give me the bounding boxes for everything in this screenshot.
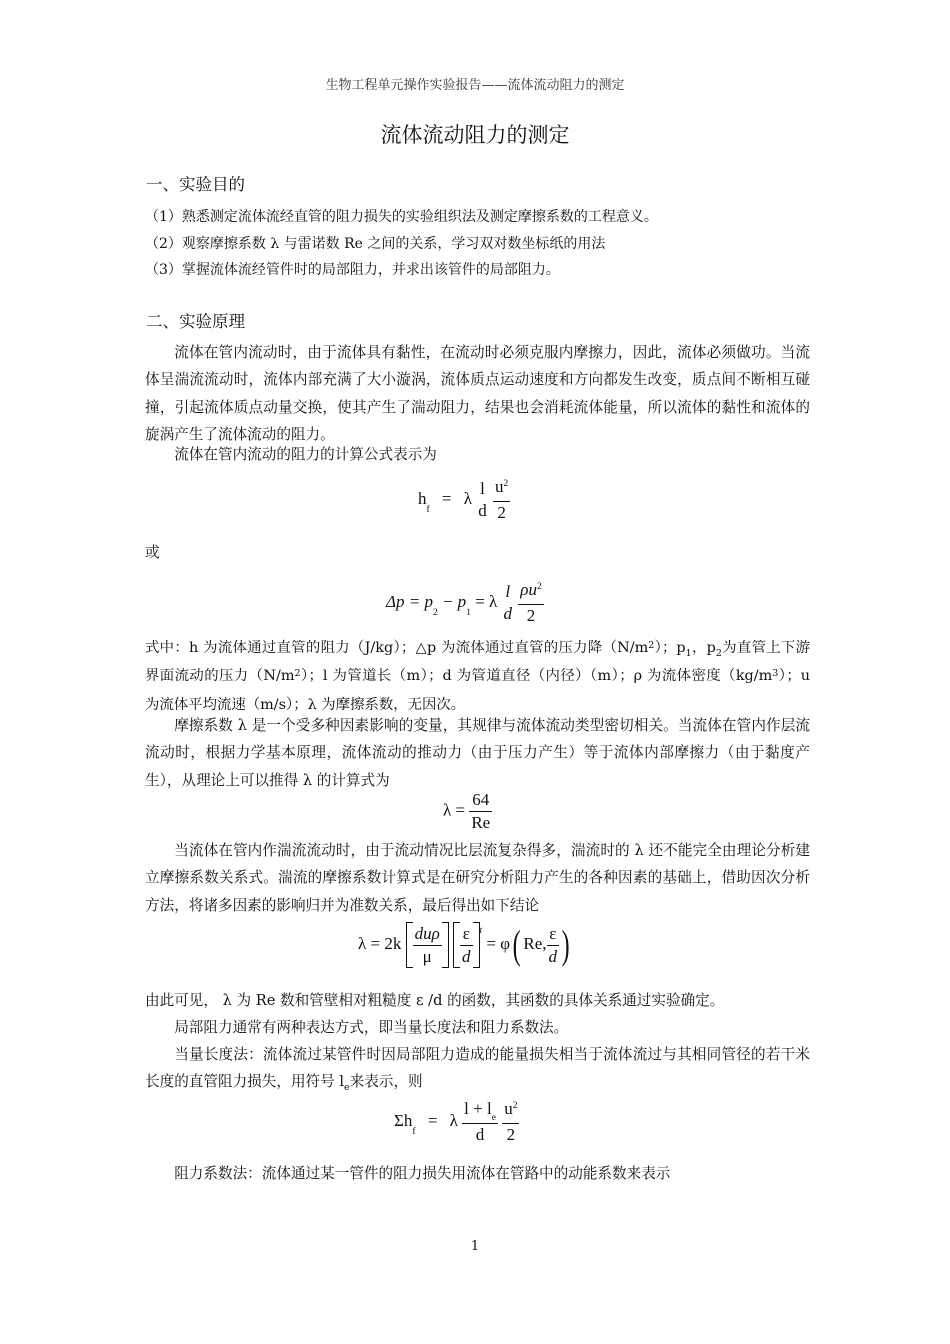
principle-paragraph-4: 摩擦系数 λ 是一个受多种因素影响的变量，其规律与流体流动类型密切相关。当流体在管内作层流流动时，根据力学基本原理，流体流动的推动力（由于压力产生）等于流体内部摩擦力（由于黏度产生），从理论上可以推得 λ 的计算式为 [145, 717, 810, 789]
equation-turbulent-lambda: λ = 2k $\frac{\text{duρ}}{\mu}$ $\frac{\varepsilon}{d}$ $^t$ = φ( Re, $\frac{\varepsilon}{d}$ ) [358, 922, 570, 967]
equation-head-loss: $h_f = \lambda$ l d $\frac{u^2}{2}$ [418, 477, 509, 522]
page-number: 1 [470, 1239, 480, 1254]
objective-item-2: （2）观察摩擦系数 λ 与雷诺数 Re 之间的关系，学习双对数坐标纸的用法 [145, 236, 606, 252]
section-heading-objectives: 一、实验目的 [146, 175, 245, 194]
principle-paragraph-6: 由此可见， λ 为 Re 数和管壁相对粗糙度 ε /d 的函数，其函数的具体关系通过实验确定。 [145, 992, 725, 1009]
principle-paragraph-2: 流体在管内流动的阻力的计算公式表示为 [174, 446, 437, 463]
or-text: 或 [145, 544, 160, 561]
objective-item-3: （3）掌握流体流经管件时的局部阻力，并求出该管件的局部阻力。 [145, 262, 560, 278]
equation-equivalent-length: $\Sigma h_f = \lambda$ $\frac{l + l_e}{d}$ $\frac{u^2}{2}$ [394, 1099, 518, 1144]
principle-paragraph-7: 局部阻力通常有两种表达方式，即当量长度法和阻力系数法。 [174, 1019, 569, 1036]
running-header: 生物工程单元操作实验报告——流体流动阻力的测定 [325, 78, 625, 93]
equation-pressure-drop: $\Delta p = p_2 - p_1 = \lambda$ l d $\frac{\rho u^2}{2}$ [386, 580, 542, 625]
section-heading-principle: 二、实验原理 [146, 312, 245, 331]
nomenclature-paragraph: 式中：h 为流体通过直管的阻力（J/kg）；△p 为流体通过直管的压力降$(N/m^2)$；$p_1$，$p_2$为直管上下游界面流动的压力$(N/m^2)$；l 为管道长（m）；d 为管道直径（内径）（m）；ρ 为流体密度$(kg/m^3)$；u 为流体平均流速（m/s）；λ 为摩擦系数，无因次。 [145, 640, 810, 713]
principle-paragraph-1: 流体在管内流动时，由于流体具有黏性，在流动时必须克服内摩擦力，因此，流体必须做功。当流体呈湍流流动时，流体内部充满了大小漩涡，流体质点运动速度和方向都发生改变，质点间不断相互碰撞，引起流体质点动量交换，使其产生了湍动阻力，结果也会消耗流体能量，所以流体的黏性和流体的旋涡产生了流体流动的阻力。 [145, 344, 810, 443]
principle-paragraph-9: 阻力系数法：流体通过某一管件的阻力损失用流体在管路中的动能系数来表示 [174, 1165, 671, 1182]
equation-laminar-lambda: λ = $\frac{64}{Re}$ [443, 790, 491, 832]
page-title: 流体流动阻力的测定 [380, 123, 570, 147]
objective-item-1: （1）熟悉测定流体流经直管的阻力损失的实验组织法及测定摩擦系数的工程意义。 [145, 209, 658, 225]
principle-paragraph-5: 当流体在管内作湍流流动时，由于流动情况比层流复杂得多，湍流时的 λ 还不能完全由理论分析建立摩擦系数关系式。湍流的摩擦系数计算式是在研究分析阻力产生的各种因素的基础上，借助因次分析方法，将诸多因素的影响归并为准数关系，最后得出如下结论 [145, 842, 810, 914]
principle-paragraph-8: 当量长度法：流体流过某管件时因局部阻力造成的能量损失相当于流体流过与其相同管径的若干米长度的直管阻力损失，用符号 $l_e$来表示，则 [145, 1046, 810, 1094]
